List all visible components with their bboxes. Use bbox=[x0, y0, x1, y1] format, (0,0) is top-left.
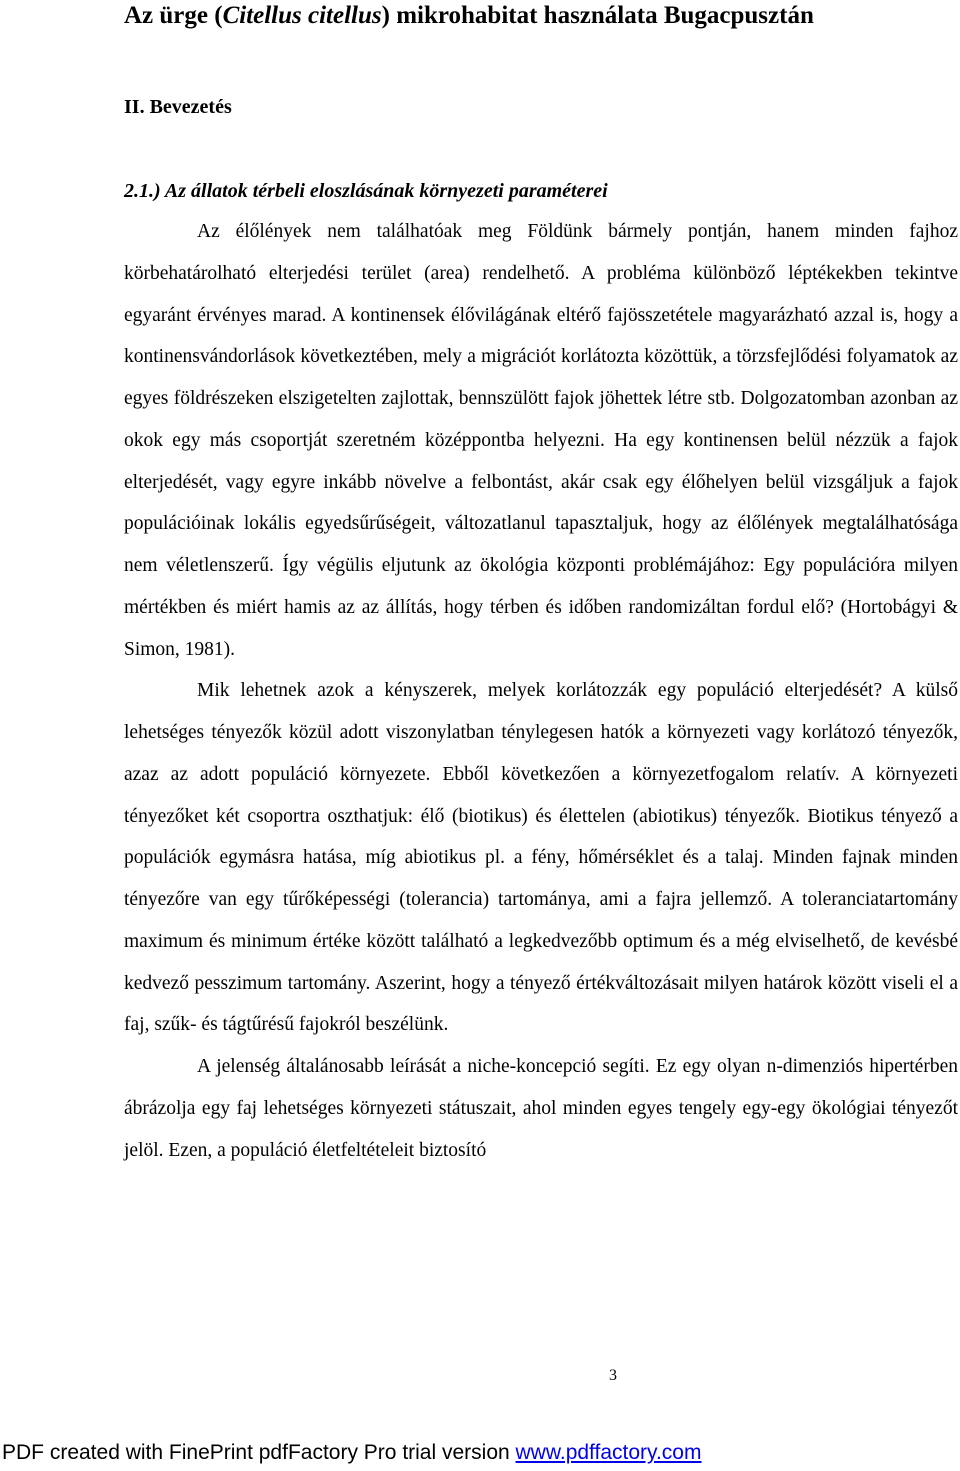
pdffactory-link[interactable]: www.pdffactory.com bbox=[515, 1441, 702, 1464]
footer-text: PDF created with FinePrint pdfFactory Pro trial version bbox=[2, 1441, 516, 1464]
paragraph: Mik lehetnek azok a kényszerek, melyek korlátozzák egy populáció elterjedését? A külső lehetséges tényezők közül adott viszonylatban ténylegesen hatók a környezeti vagy korlátozó tényezők, azaz az adott populáció környezete. Ebből következően a környezetfogalom relatív. A környezeti tényezőket két csoportra oszthatjuk: élő (biotikus) és élettelen (abiotikus) tényezők. Biotikus tényező a populációk egymásra hatása, míg abiotikus pl. a fény, hőmérséklet és a talaj. Minden fajnak minden tényezőre van egy tűrőképességi (tolerancia) tartománya, ami a fajra jellemző. A toleranciatartomány maximum és minimum értéke között található a legkedvezőbb optimum és a még elviselhető, de kevésbé kedvező pesszimum tartomány. Aszerint, hogy a tényező értékváltozásait milyen határok között viseli el a faj, szűk- és tágtűrésű fajokról beszélünk. bbox=[124, 680, 958, 1036]
subsection-title: Az állatok térbeli eloszlásának környezeti paraméterei bbox=[160, 180, 608, 202]
paragraph: A jelenség általánosabb leírását a niche-koncepció segíti. Ez egy olyan n-dimenziós hipertérben ábrázolja egy faj lehetséges környezeti státuszait, ahol minden egyes tengely egy-egy ökológiai tényezőt jelöl. Ezen, a populáció életfeltételeit biztosító bbox=[124, 1056, 958, 1161]
subsection-number: 2.1.) bbox=[124, 180, 161, 202]
body-text bbox=[124, 211, 958, 1171]
title-prefix: Az ürge ( bbox=[124, 2, 223, 29]
pdf-footer bbox=[2, 1438, 701, 1468]
section-heading: II. Bevezetés bbox=[124, 96, 232, 118]
title-species-name: Citellus citellus bbox=[222, 2, 382, 29]
subsection-heading bbox=[124, 176, 608, 206]
title-suffix: ) mikrohabitat használata Bugacpusztán bbox=[381, 2, 814, 29]
page-number: 3 bbox=[609, 1367, 617, 1384]
document-title bbox=[124, 1, 814, 31]
paragraph: Az élőlények nem találhatóak meg Földünk bármely pontján, hanem minden fajhoz körbehatárolható elterjedési terület (area) rendelhető. A probléma különböző léptékekben tekintve egyaránt érvényes marad. A kontinensek élővilágának eltérő fajösszetétele magyarázható azzal is, hogy a kontinensvándorlások következtében, mely a migrációt korlátozta közöttük, a törzsfejlődési folyamatok az egyes földrészeken elszigetelten zajlottak, bennszülött fajok jöhettek létre stb. Dolgozatomban azonban az okok egy más csoportját szeretném középpontba helyezni. Ha egy kontinensen belül nézzük a fajok elterjedését, vagy egyre inkább növelve a felbontást, akár csak egy élőhelyen belül vizsgáljuk a fajok populációinak lokális egyedsűrűségeit, változatlanul tapasztaljuk, hogy az élőlények megtalálhatósága nem véletlenszerű. Így végülis eljutunk az ökológia központi problémájához: Egy populációra milyen mértékben és miért hamis az az állítás, hogy térben és időben randomizáltan fordul elő? (Hortobágyi & Simon, 1981). bbox=[124, 221, 958, 660]
